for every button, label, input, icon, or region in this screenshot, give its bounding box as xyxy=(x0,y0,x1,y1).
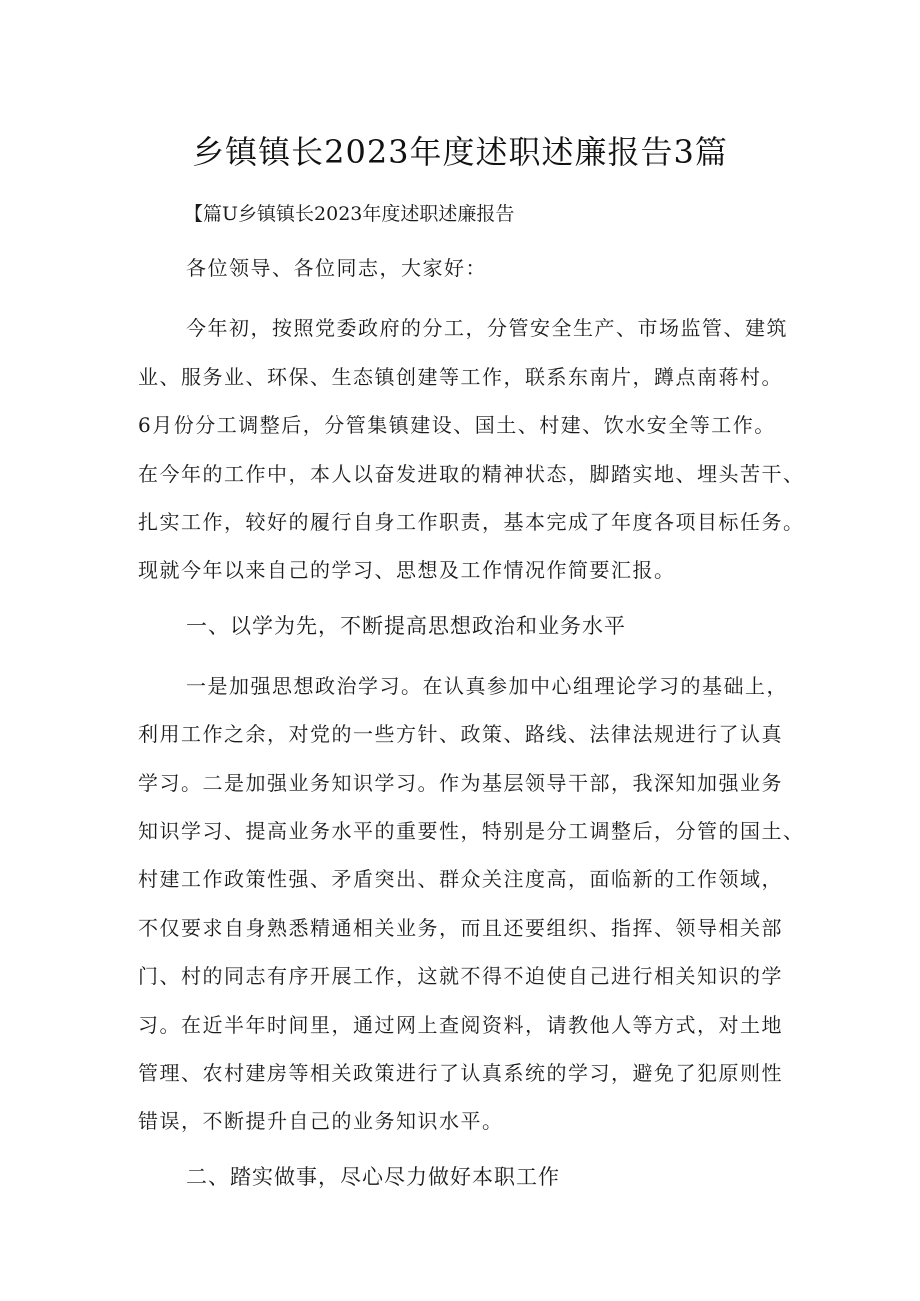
para2-line: 知识学习、提高业务水平的重要性，特别是分工调整后，分管的国土、 xyxy=(138,819,805,843)
section-heading-2: 二、踏实做事，尽心尽力做好本职工作 xyxy=(186,1165,560,1189)
para1-line: 在今年的工作中，本人以奋发进取的精神状态，脚踏实地、埋头苦干、 xyxy=(138,462,805,486)
para2-line: 村建工作政策性强、矛盾突出、群众关注度高，面临新的工作领域， xyxy=(138,867,783,891)
section-heading-1: 一、以学为先，不断提高思想政治和业务水平 xyxy=(186,614,626,638)
para1-line: 今年初，按照党委政府的分工，分管安全生产、市场监管、建筑 xyxy=(186,316,788,340)
para1-line: 6月份分工调整后，分管集镇建设、国土、村建、饮水安全等工作。 xyxy=(138,413,776,437)
document-subtitle: 【篇U乡镇镇长2023年度述职述廉报告 xyxy=(184,203,515,225)
para2-line: 利用工作之余，对党的一些方针、政策、路线、法律法规进行了认真 xyxy=(138,722,783,746)
document-title: 乡镇镇长2023年度述职述廉报告3篇 xyxy=(192,133,728,171)
para2-line: 错误，不断提升自己的业务知识水平。 xyxy=(138,1109,504,1133)
para2-line: 一是加强思想政治学习。在认真参加中心组理论学习的基础上， xyxy=(186,674,788,698)
para1-line: 现就今年以来自己的学习、思想及工作情况作简要汇报。 xyxy=(138,558,676,582)
para2-line: 管理、农村建房等相关政策进行了认真系统的学习，避免了犯原则性 xyxy=(138,1061,783,1085)
para2-line: 习。在近半年时间里，通过网上查阅资料，请教他人等方式，对土地 xyxy=(138,1013,783,1037)
para1-line: 扎实工作，较好的履行自身工作职责，基本完成了年度各项目标任务。 xyxy=(138,510,805,534)
para2-line: 不仅要求自身熟悉精通相关业务，而且还要组织、指挥、领导相关部 xyxy=(138,916,783,940)
para2-line: 门、村的同志有序开展工作，这就不得不迫使自己进行相关知识的学 xyxy=(138,964,783,988)
para2-line: 学习。二是加强业务知识学习。作为基层领导干部，我深知加强业务 xyxy=(138,771,783,795)
para1-line: 业、服务业、环保、生态镇创建等工作，联系东南片，蹲点南蒋村。 xyxy=(138,365,783,389)
greeting: 各位领导、各位同志，大家好： xyxy=(186,256,487,280)
